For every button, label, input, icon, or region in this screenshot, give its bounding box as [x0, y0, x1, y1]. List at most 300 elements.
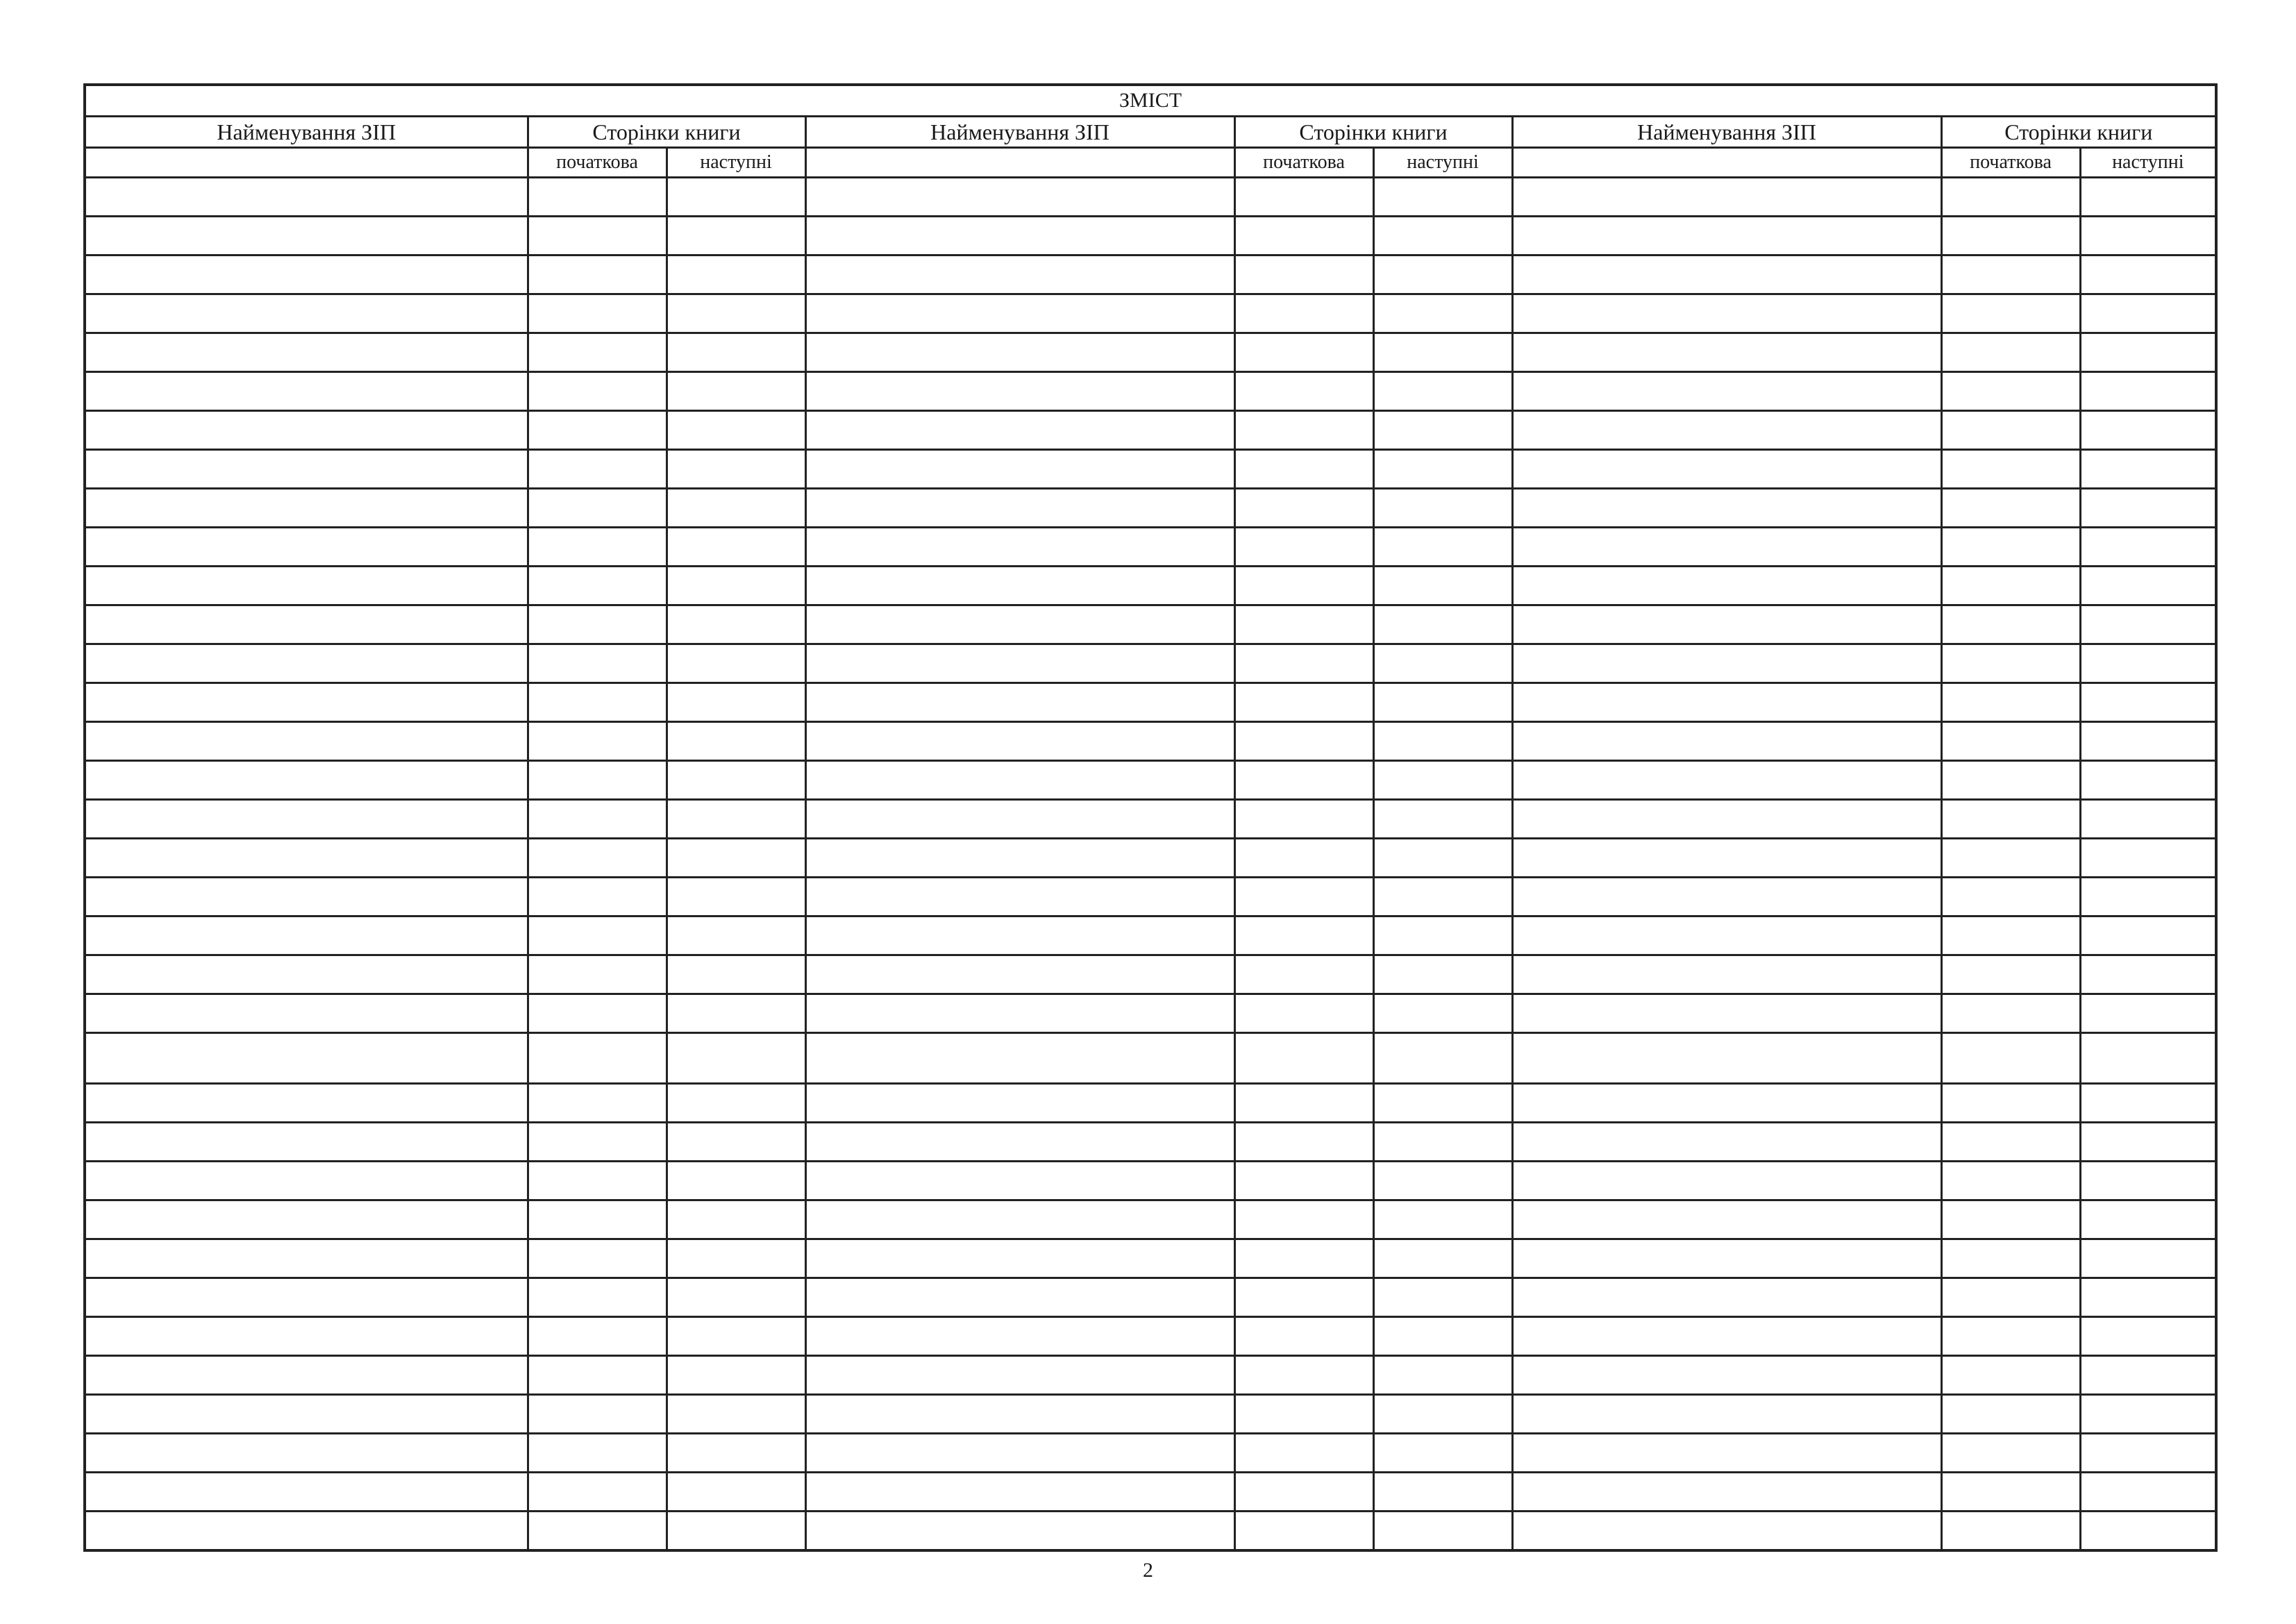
next-pages-cell[interactable] [667, 644, 805, 683]
initial-page-cell[interactable] [1941, 878, 2080, 916]
name-cell[interactable] [1512, 605, 1941, 644]
name-cell[interactable] [805, 1512, 1234, 1551]
name-cell[interactable] [1512, 1239, 1941, 1278]
initial-page-cell[interactable] [528, 916, 667, 955]
initial-page-cell[interactable] [1941, 644, 2080, 683]
name-cell[interactable] [1512, 994, 1941, 1033]
name-cell[interactable] [85, 878, 528, 916]
name-cell[interactable] [805, 683, 1234, 722]
initial-page-cell[interactable] [1941, 372, 2080, 411]
initial-page-cell[interactable] [1234, 1162, 1373, 1200]
next-pages-cell[interactable] [1373, 1123, 1512, 1162]
name-cell[interactable] [805, 1356, 1234, 1395]
initial-page-cell[interactable] [528, 1395, 667, 1434]
initial-page-cell[interactable] [528, 1278, 667, 1317]
initial-page-cell[interactable] [1941, 256, 2080, 294]
next-pages-cell[interactable] [2080, 411, 2216, 450]
initial-page-cell[interactable] [528, 1317, 667, 1356]
name-cell[interactable] [805, 333, 1234, 372]
initial-page-cell[interactable] [1234, 450, 1373, 489]
initial-page-cell[interactable] [528, 1473, 667, 1512]
next-pages-cell[interactable] [2080, 1084, 2216, 1123]
name-cell[interactable] [1512, 1033, 1941, 1084]
next-pages-cell[interactable] [1373, 217, 1512, 256]
initial-page-cell[interactable] [1234, 916, 1373, 955]
name-cell[interactable] [805, 1200, 1234, 1239]
initial-page-cell[interactable] [1234, 1395, 1373, 1434]
next-pages-cell[interactable] [1373, 1239, 1512, 1278]
next-pages-cell[interactable] [1373, 1162, 1512, 1200]
initial-page-cell[interactable] [1234, 722, 1373, 761]
next-pages-cell[interactable] [2080, 1162, 2216, 1200]
name-cell[interactable] [85, 372, 528, 411]
name-cell[interactable] [1512, 1473, 1941, 1512]
initial-page-cell[interactable] [1941, 567, 2080, 605]
initial-page-cell[interactable] [528, 1239, 667, 1278]
name-cell[interactable] [805, 722, 1234, 761]
next-pages-cell[interactable] [2080, 955, 2216, 994]
initial-page-cell[interactable] [528, 1512, 667, 1551]
next-pages-cell[interactable] [1373, 1200, 1512, 1239]
next-pages-cell[interactable] [2080, 1317, 2216, 1356]
next-pages-cell[interactable] [2080, 450, 2216, 489]
next-pages-cell[interactable] [2080, 1434, 2216, 1473]
name-cell[interactable] [1512, 1512, 1941, 1551]
next-pages-cell[interactable] [667, 411, 805, 450]
next-pages-cell[interactable] [1373, 878, 1512, 916]
initial-page-cell[interactable] [1941, 1084, 2080, 1123]
name-cell[interactable] [805, 294, 1234, 333]
initial-page-cell[interactable] [1234, 256, 1373, 294]
next-pages-cell[interactable] [1373, 994, 1512, 1033]
name-cell[interactable] [1512, 683, 1941, 722]
name-cell[interactable] [805, 372, 1234, 411]
initial-page-cell[interactable] [528, 567, 667, 605]
next-pages-cell[interactable] [2080, 372, 2216, 411]
next-pages-cell[interactable] [667, 1200, 805, 1239]
next-pages-cell[interactable] [2080, 1473, 2216, 1512]
next-pages-cell[interactable] [667, 1123, 805, 1162]
initial-page-cell[interactable] [1234, 333, 1373, 372]
next-pages-cell[interactable] [667, 605, 805, 644]
name-cell[interactable] [805, 878, 1234, 916]
initial-page-cell[interactable] [1941, 1512, 2080, 1551]
next-pages-cell[interactable] [667, 1434, 805, 1473]
next-pages-cell[interactable] [667, 955, 805, 994]
name-cell[interactable] [85, 1278, 528, 1317]
name-cell[interactable] [1512, 722, 1941, 761]
initial-page-cell[interactable] [528, 955, 667, 994]
initial-page-cell[interactable] [1941, 994, 2080, 1033]
initial-page-cell[interactable] [1234, 955, 1373, 994]
name-cell[interactable] [85, 528, 528, 567]
initial-page-cell[interactable] [1941, 528, 2080, 567]
initial-page-cell[interactable] [528, 1200, 667, 1239]
next-pages-cell[interactable] [667, 1512, 805, 1551]
initial-page-cell[interactable] [1941, 1434, 2080, 1473]
next-pages-cell[interactable] [667, 878, 805, 916]
name-cell[interactable] [85, 1239, 528, 1278]
next-pages-cell[interactable] [1373, 800, 1512, 839]
next-pages-cell[interactable] [667, 333, 805, 372]
name-cell[interactable] [805, 1162, 1234, 1200]
initial-page-cell[interactable] [1234, 372, 1373, 411]
next-pages-cell[interactable] [667, 1395, 805, 1434]
initial-page-cell[interactable] [1941, 333, 2080, 372]
initial-page-cell[interactable] [1234, 411, 1373, 450]
next-pages-cell[interactable] [2080, 683, 2216, 722]
initial-page-cell[interactable] [1941, 1278, 2080, 1317]
name-cell[interactable] [85, 1162, 528, 1200]
next-pages-cell[interactable] [667, 372, 805, 411]
next-pages-cell[interactable] [2080, 916, 2216, 955]
initial-page-cell[interactable] [1941, 1395, 2080, 1434]
name-cell[interactable] [85, 683, 528, 722]
next-pages-cell[interactable] [1373, 256, 1512, 294]
next-pages-cell[interactable] [667, 450, 805, 489]
next-pages-cell[interactable] [667, 1278, 805, 1317]
name-cell[interactable] [805, 916, 1234, 955]
name-cell[interactable] [1512, 1162, 1941, 1200]
next-pages-cell[interactable] [1373, 839, 1512, 878]
name-cell[interactable] [1512, 1200, 1941, 1239]
next-pages-cell[interactable] [2080, 644, 2216, 683]
name-cell[interactable] [805, 567, 1234, 605]
name-cell[interactable] [805, 644, 1234, 683]
name-cell[interactable] [805, 761, 1234, 800]
initial-page-cell[interactable] [528, 450, 667, 489]
next-pages-cell[interactable] [1373, 1356, 1512, 1395]
initial-page-cell[interactable] [1234, 800, 1373, 839]
next-pages-cell[interactable] [667, 294, 805, 333]
name-cell[interactable] [1512, 800, 1941, 839]
initial-page-cell[interactable] [1234, 761, 1373, 800]
initial-page-cell[interactable] [1234, 217, 1373, 256]
next-pages-cell[interactable] [667, 839, 805, 878]
next-pages-cell[interactable] [2080, 1278, 2216, 1317]
initial-page-cell[interactable] [1941, 1162, 2080, 1200]
next-pages-cell[interactable] [2080, 761, 2216, 800]
next-pages-cell[interactable] [1373, 916, 1512, 955]
next-pages-cell[interactable] [2080, 217, 2216, 256]
name-cell[interactable] [1512, 955, 1941, 994]
name-cell[interactable] [805, 994, 1234, 1033]
initial-page-cell[interactable] [1234, 1512, 1373, 1551]
initial-page-cell[interactable] [528, 528, 667, 567]
name-cell[interactable] [85, 955, 528, 994]
name-cell[interactable] [1512, 916, 1941, 955]
next-pages-cell[interactable] [1373, 489, 1512, 528]
next-pages-cell[interactable] [667, 1317, 805, 1356]
next-pages-cell[interactable] [667, 800, 805, 839]
initial-page-cell[interactable] [1234, 1317, 1373, 1356]
initial-page-cell[interactable] [528, 411, 667, 450]
name-cell[interactable] [85, 1434, 528, 1473]
name-cell[interactable] [1512, 256, 1941, 294]
next-pages-cell[interactable] [667, 1084, 805, 1123]
initial-page-cell[interactable] [528, 1084, 667, 1123]
next-pages-cell[interactable] [2080, 178, 2216, 217]
name-cell[interactable] [805, 839, 1234, 878]
initial-page-cell[interactable] [1941, 1200, 2080, 1239]
next-pages-cell[interactable] [2080, 878, 2216, 916]
initial-page-cell[interactable] [1941, 916, 2080, 955]
initial-page-cell[interactable] [528, 761, 667, 800]
initial-page-cell[interactable] [1941, 683, 2080, 722]
name-cell[interactable] [85, 333, 528, 372]
next-pages-cell[interactable] [667, 916, 805, 955]
next-pages-cell[interactable] [2080, 1356, 2216, 1395]
name-cell[interactable] [805, 489, 1234, 528]
initial-page-cell[interactable] [1234, 605, 1373, 644]
initial-page-cell[interactable] [528, 1356, 667, 1395]
name-cell[interactable] [805, 1434, 1234, 1473]
initial-page-cell[interactable] [528, 333, 667, 372]
name-cell[interactable] [805, 605, 1234, 644]
name-cell[interactable] [1512, 217, 1941, 256]
next-pages-cell[interactable] [2080, 605, 2216, 644]
next-pages-cell[interactable] [2080, 994, 2216, 1033]
initial-page-cell[interactable] [528, 839, 667, 878]
name-cell[interactable] [805, 411, 1234, 450]
next-pages-cell[interactable] [1373, 372, 1512, 411]
name-cell[interactable] [85, 1317, 528, 1356]
name-cell[interactable] [1512, 294, 1941, 333]
next-pages-cell[interactable] [1373, 1317, 1512, 1356]
name-cell[interactable] [85, 294, 528, 333]
next-pages-cell[interactable] [1373, 1033, 1512, 1084]
name-cell[interactable] [1512, 1317, 1941, 1356]
name-cell[interactable] [805, 1123, 1234, 1162]
initial-page-cell[interactable] [1941, 1033, 2080, 1084]
initial-page-cell[interactable] [1234, 839, 1373, 878]
initial-page-cell[interactable] [1234, 644, 1373, 683]
name-cell[interactable] [805, 955, 1234, 994]
next-pages-cell[interactable] [1373, 1278, 1512, 1317]
next-pages-cell[interactable] [1373, 644, 1512, 683]
next-pages-cell[interactable] [667, 567, 805, 605]
initial-page-cell[interactable] [528, 1123, 667, 1162]
name-cell[interactable] [85, 605, 528, 644]
initial-page-cell[interactable] [1234, 567, 1373, 605]
initial-page-cell[interactable] [528, 1033, 667, 1084]
name-cell[interactable] [85, 178, 528, 217]
initial-page-cell[interactable] [1941, 411, 2080, 450]
name-cell[interactable] [1512, 761, 1941, 800]
initial-page-cell[interactable] [528, 294, 667, 333]
name-cell[interactable] [85, 644, 528, 683]
next-pages-cell[interactable] [1373, 1473, 1512, 1512]
name-cell[interactable] [805, 1033, 1234, 1084]
name-cell[interactable] [1512, 372, 1941, 411]
name-cell[interactable] [1512, 489, 1941, 528]
name-cell[interactable] [805, 528, 1234, 567]
name-cell[interactable] [85, 1356, 528, 1395]
name-cell[interactable] [1512, 1084, 1941, 1123]
name-cell[interactable] [805, 1239, 1234, 1278]
name-cell[interactable] [85, 1123, 528, 1162]
name-cell[interactable] [85, 217, 528, 256]
initial-page-cell[interactable] [528, 178, 667, 217]
initial-page-cell[interactable] [1941, 1356, 2080, 1395]
name-cell[interactable] [85, 1473, 528, 1512]
initial-page-cell[interactable] [1941, 1239, 2080, 1278]
initial-page-cell[interactable] [1234, 994, 1373, 1033]
initial-page-cell[interactable] [1234, 1123, 1373, 1162]
next-pages-cell[interactable] [667, 683, 805, 722]
next-pages-cell[interactable] [1373, 567, 1512, 605]
name-cell[interactable] [85, 1395, 528, 1434]
name-cell[interactable] [1512, 644, 1941, 683]
name-cell[interactable] [805, 1395, 1234, 1434]
next-pages-cell[interactable] [667, 217, 805, 256]
initial-page-cell[interactable] [1234, 1239, 1373, 1278]
initial-page-cell[interactable] [1941, 489, 2080, 528]
next-pages-cell[interactable] [1373, 683, 1512, 722]
next-pages-cell[interactable] [1373, 955, 1512, 994]
name-cell[interactable] [1512, 567, 1941, 605]
initial-page-cell[interactable] [528, 1434, 667, 1473]
name-cell[interactable] [85, 1084, 528, 1123]
name-cell[interactable] [805, 1084, 1234, 1123]
initial-page-cell[interactable] [528, 722, 667, 761]
initial-page-cell[interactable] [1234, 1278, 1373, 1317]
initial-page-cell[interactable] [528, 372, 667, 411]
initial-page-cell[interactable] [1234, 1356, 1373, 1395]
next-pages-cell[interactable] [1373, 411, 1512, 450]
initial-page-cell[interactable] [1941, 839, 2080, 878]
next-pages-cell[interactable] [1373, 528, 1512, 567]
name-cell[interactable] [805, 1473, 1234, 1512]
name-cell[interactable] [1512, 178, 1941, 217]
initial-page-cell[interactable] [528, 878, 667, 916]
name-cell[interactable] [1512, 411, 1941, 450]
name-cell[interactable] [1512, 450, 1941, 489]
next-pages-cell[interactable] [667, 994, 805, 1033]
initial-page-cell[interactable] [1234, 294, 1373, 333]
initial-page-cell[interactable] [1941, 761, 2080, 800]
next-pages-cell[interactable] [2080, 1033, 2216, 1084]
name-cell[interactable] [1512, 1356, 1941, 1395]
initial-page-cell[interactable] [528, 800, 667, 839]
name-cell[interactable] [805, 217, 1234, 256]
next-pages-cell[interactable] [2080, 567, 2216, 605]
next-pages-cell[interactable] [2080, 1512, 2216, 1551]
initial-page-cell[interactable] [1941, 1473, 2080, 1512]
name-cell[interactable] [85, 450, 528, 489]
next-pages-cell[interactable] [2080, 333, 2216, 372]
initial-page-cell[interactable] [1941, 955, 2080, 994]
next-pages-cell[interactable] [1373, 1434, 1512, 1473]
next-pages-cell[interactable] [1373, 1512, 1512, 1551]
next-pages-cell[interactable] [667, 1162, 805, 1200]
initial-page-cell[interactable] [1234, 1033, 1373, 1084]
next-pages-cell[interactable] [2080, 800, 2216, 839]
next-pages-cell[interactable] [1373, 450, 1512, 489]
name-cell[interactable] [1512, 839, 1941, 878]
next-pages-cell[interactable] [667, 528, 805, 567]
initial-page-cell[interactable] [1941, 217, 2080, 256]
next-pages-cell[interactable] [2080, 1200, 2216, 1239]
initial-page-cell[interactable] [1234, 683, 1373, 722]
initial-page-cell[interactable] [528, 644, 667, 683]
initial-page-cell[interactable] [528, 683, 667, 722]
name-cell[interactable] [805, 256, 1234, 294]
name-cell[interactable] [85, 1200, 528, 1239]
next-pages-cell[interactable] [1373, 294, 1512, 333]
name-cell[interactable] [805, 800, 1234, 839]
initial-page-cell[interactable] [1941, 1123, 2080, 1162]
initial-page-cell[interactable] [528, 605, 667, 644]
next-pages-cell[interactable] [667, 1033, 805, 1084]
next-pages-cell[interactable] [2080, 256, 2216, 294]
name-cell[interactable] [1512, 878, 1941, 916]
initial-page-cell[interactable] [1234, 1200, 1373, 1239]
name-cell[interactable] [85, 1512, 528, 1551]
initial-page-cell[interactable] [1234, 1473, 1373, 1512]
initial-page-cell[interactable] [1941, 800, 2080, 839]
next-pages-cell[interactable] [667, 1239, 805, 1278]
name-cell[interactable] [1512, 528, 1941, 567]
next-pages-cell[interactable] [1373, 178, 1512, 217]
initial-page-cell[interactable] [528, 1162, 667, 1200]
next-pages-cell[interactable] [2080, 1239, 2216, 1278]
initial-page-cell[interactable] [1941, 605, 2080, 644]
initial-page-cell[interactable] [528, 489, 667, 528]
next-pages-cell[interactable] [667, 761, 805, 800]
initial-page-cell[interactable] [1941, 450, 2080, 489]
initial-page-cell[interactable] [1941, 1317, 2080, 1356]
initial-page-cell[interactable] [1234, 1084, 1373, 1123]
name-cell[interactable] [85, 916, 528, 955]
name-cell[interactable] [1512, 1123, 1941, 1162]
next-pages-cell[interactable] [1373, 761, 1512, 800]
initial-page-cell[interactable] [528, 217, 667, 256]
initial-page-cell[interactable] [1234, 878, 1373, 916]
name-cell[interactable] [805, 1278, 1234, 1317]
name-cell[interactable] [85, 839, 528, 878]
next-pages-cell[interactable] [1373, 722, 1512, 761]
name-cell[interactable] [85, 1033, 528, 1084]
name-cell[interactable] [85, 994, 528, 1033]
next-pages-cell[interactable] [667, 178, 805, 217]
next-pages-cell[interactable] [667, 489, 805, 528]
name-cell[interactable] [1512, 333, 1941, 372]
name-cell[interactable] [85, 256, 528, 294]
next-pages-cell[interactable] [2080, 1395, 2216, 1434]
name-cell[interactable] [85, 411, 528, 450]
next-pages-cell[interactable] [2080, 528, 2216, 567]
initial-page-cell[interactable] [528, 994, 667, 1033]
next-pages-cell[interactable] [667, 1473, 805, 1512]
name-cell[interactable] [85, 489, 528, 528]
name-cell[interactable] [1512, 1278, 1941, 1317]
next-pages-cell[interactable] [667, 1356, 805, 1395]
initial-page-cell[interactable] [1234, 178, 1373, 217]
next-pages-cell[interactable] [2080, 839, 2216, 878]
initial-page-cell[interactable] [1234, 489, 1373, 528]
initial-page-cell[interactable] [1941, 722, 2080, 761]
name-cell[interactable] [85, 761, 528, 800]
next-pages-cell[interactable] [1373, 1395, 1512, 1434]
name-cell[interactable] [85, 800, 528, 839]
initial-page-cell[interactable] [1941, 294, 2080, 333]
next-pages-cell[interactable] [1373, 605, 1512, 644]
next-pages-cell[interactable] [1373, 333, 1512, 372]
initial-page-cell[interactable] [528, 256, 667, 294]
name-cell[interactable] [85, 722, 528, 761]
name-cell[interactable] [1512, 1395, 1941, 1434]
